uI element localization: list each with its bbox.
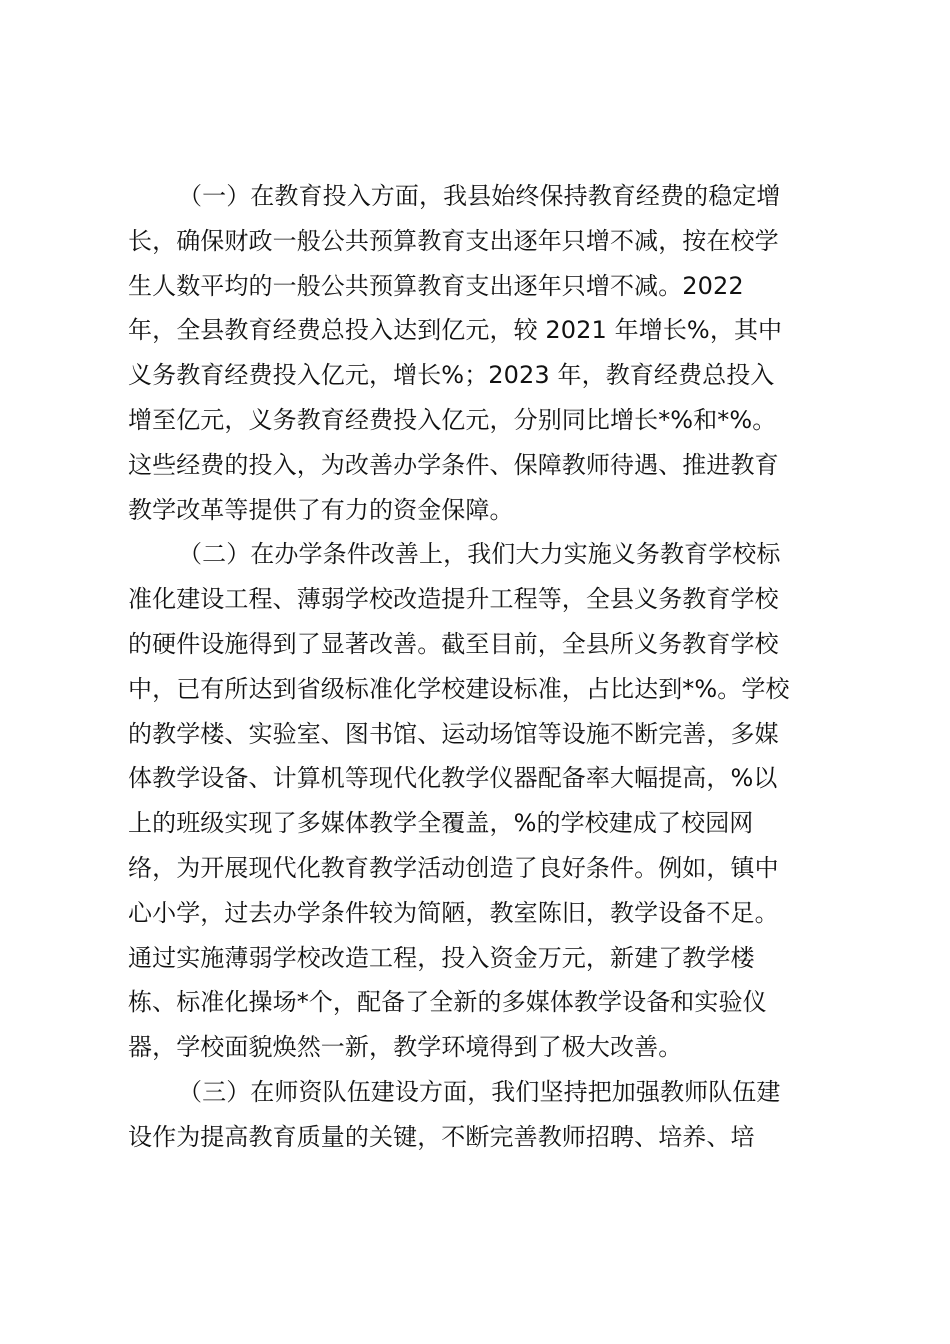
paragraph-2-line-12: 器，学校面貌焕然一新，教学环境得到了极大改善。 — [128, 1033, 683, 1062]
paragraph-2-line-5: 的教学楼、实验室、图书馆、运动场馆等设施不断完善，多媒 — [128, 719, 779, 748]
paragraph-3-line-2: 设作为提高教育质量的关键，不断完善教师招聘、培养、培 — [128, 1122, 755, 1151]
paragraph-1-line-3: 生人数平均的一般公共预算教育支出逐年只增不减。2022 — [128, 271, 744, 300]
paragraph-2-line-2: 准化建设工程、薄弱学校改造提升工程等，全县义务教育学校 — [128, 585, 779, 614]
paragraph-1-line-7: 这些经费的投入，为改善办学条件、保障教师待遇、推进教育 — [128, 450, 779, 479]
paragraph-2-line-7: 上的班级实现了多媒体教学全覆盖，%的学校建成了校园网 — [128, 809, 754, 838]
paragraph-2-line-11: 栋、标准化操场*个，配备了全新的多媒体教学设备和实验仪 — [128, 988, 767, 1017]
paragraph-2-line-8: 络，为开展现代化教育教学活动创造了良好条件。例如，镇中 — [128, 853, 779, 882]
paragraph-1-line-2: 长，确保财政一般公共预算教育支出逐年只增不减，按在校学 — [128, 226, 779, 255]
paragraph-2-line-1: （二）在办学条件改善上，我们大力实施义务教育学校标 — [178, 540, 781, 569]
paragraph-1-line-6: 增至亿元，义务教育经费投入亿元，分别同比增长*%和*%。 — [128, 405, 777, 434]
paragraph-1-line-4: 年，全县教育经费总投入达到亿元，较 2021 年增长%，其中 — [128, 316, 783, 345]
paragraph-2-line-3: 的硬件设施得到了显著改善。截至目前，全县所义务教育学校 — [128, 629, 779, 658]
paragraph-2-line-9: 心小学，过去办学条件较为简陋，教室陈旧，教学设备不足。 — [128, 898, 779, 927]
paragraph-2-line-6: 体教学设备、计算机等现代化教学仪器配备率大幅提高，%以 — [128, 764, 778, 793]
paragraph-1-line-1: （一）在教育投入方面，我县始终保持教育经费的稳定增 — [178, 182, 781, 210]
paragraph-2-line-4: 中，已有所达到省级标准化学校建设标准，占比达到*%。学校 — [128, 674, 790, 703]
paragraph-1-line-5: 义务教育经费投入亿元，增长%；2023 年，教育经费总投入 — [128, 361, 775, 390]
paragraph-1-line-8: 教学改革等提供了有力的资金保障。 — [128, 495, 514, 524]
paragraph-2-line-10: 通过实施薄弱学校改造工程，投入资金万元，新建了教学楼 — [128, 943, 755, 972]
paragraph-3-line-1: （三）在师资队伍建设方面，我们坚持把加强教师队伍建 — [178, 1077, 781, 1106]
document-body — [128, 174, 828, 1160]
